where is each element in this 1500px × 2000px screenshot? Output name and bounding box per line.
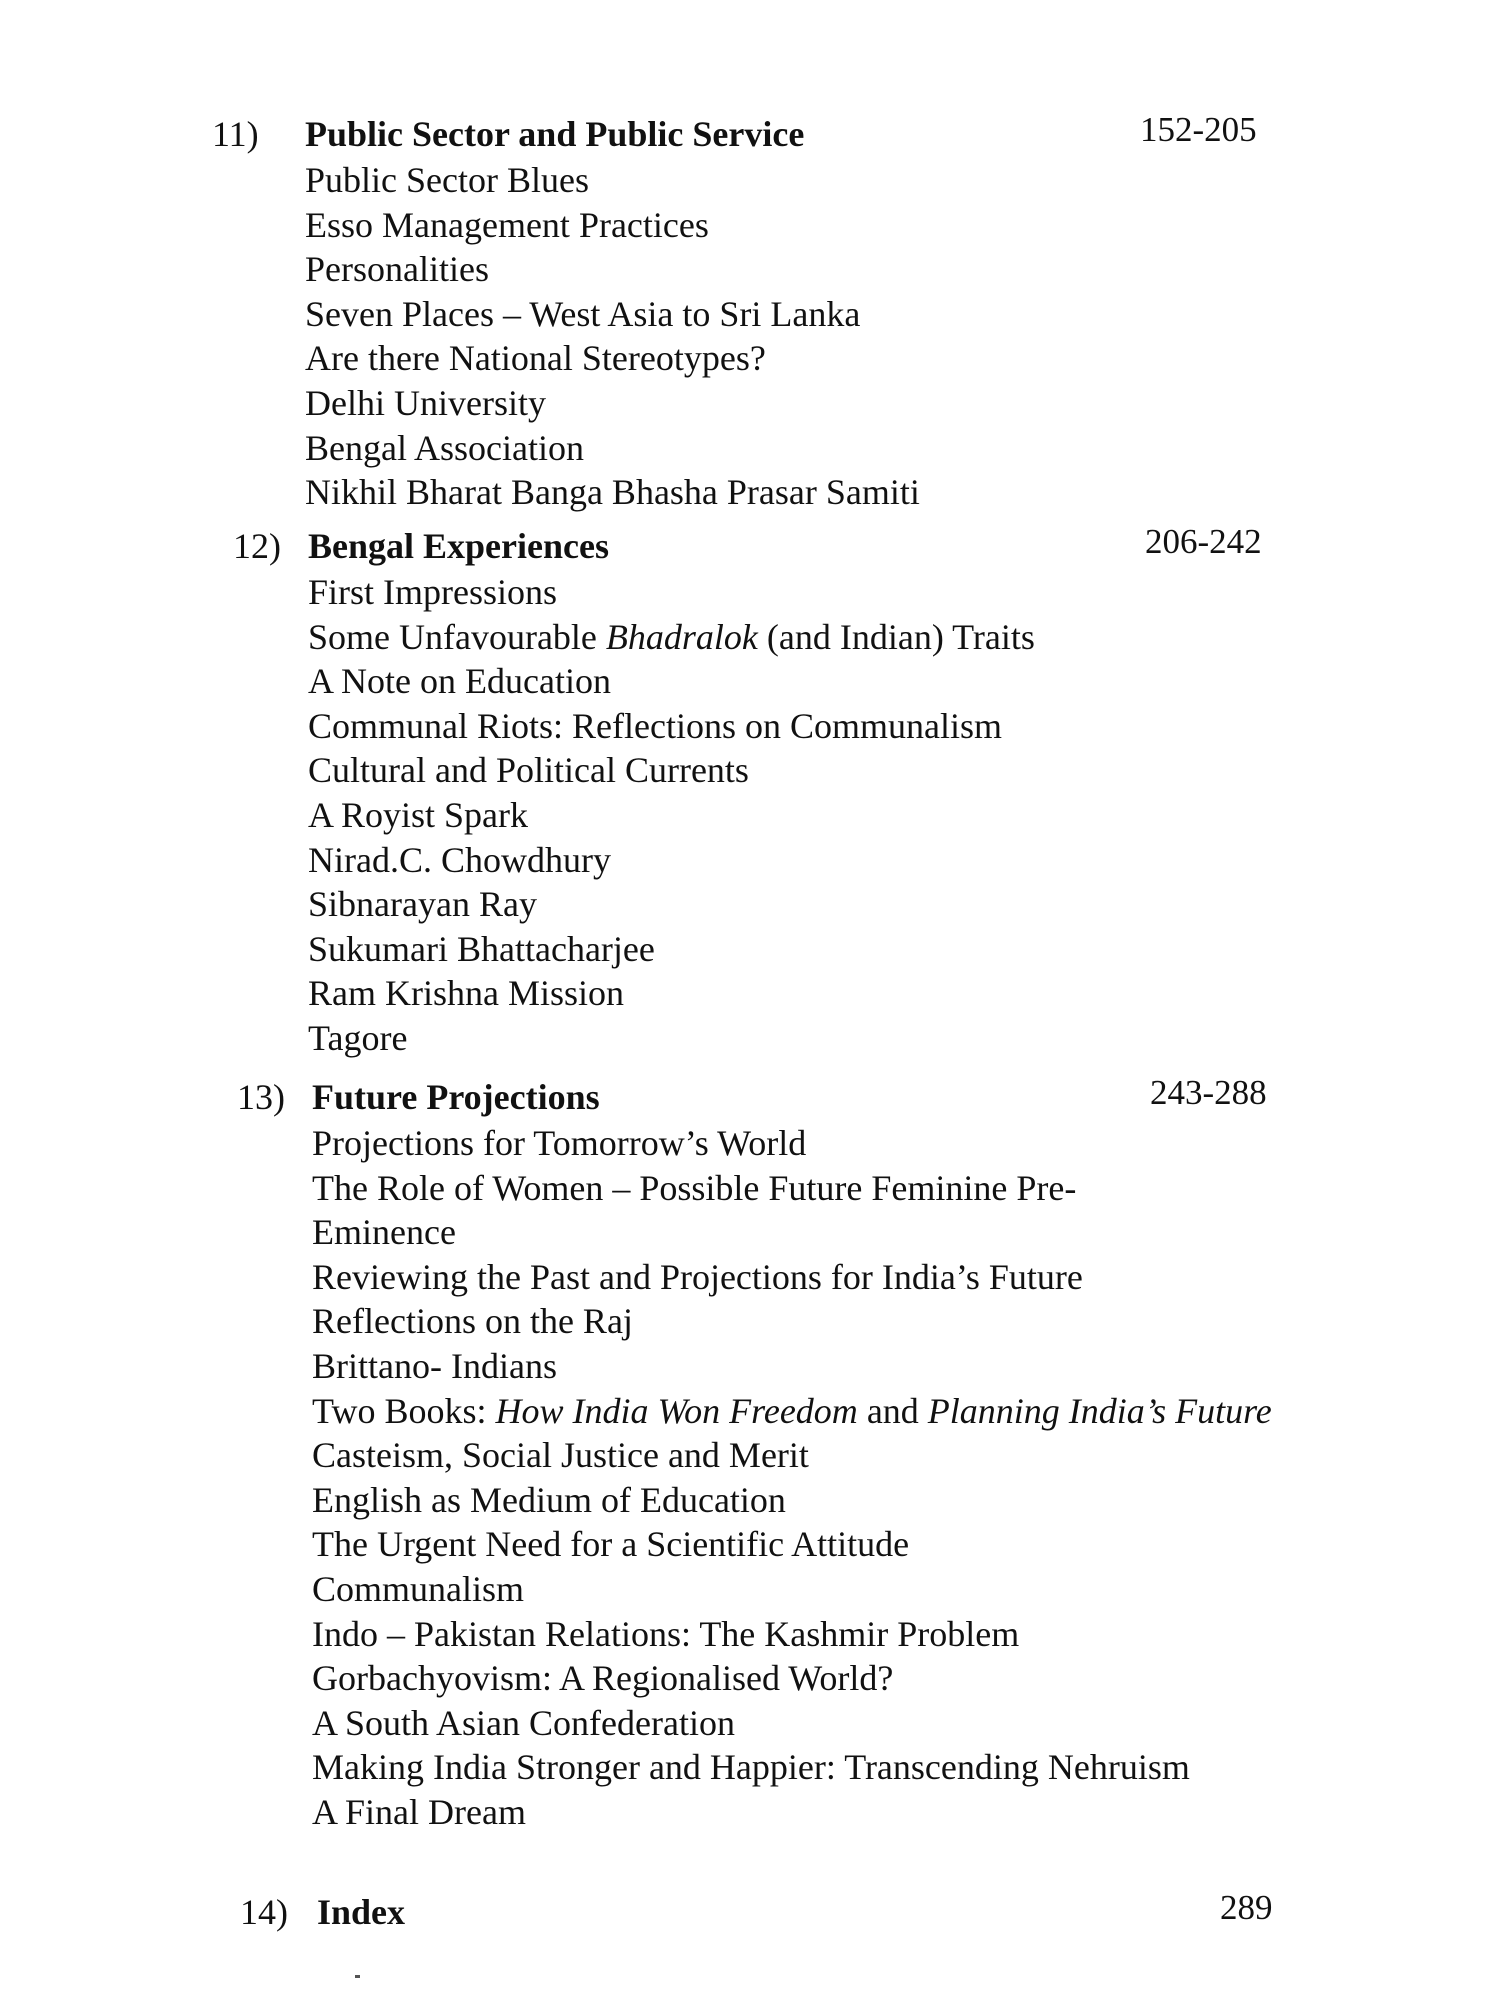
chapter-14 (0, 1888, 1500, 1936)
section-entry[interactable]: Personalities (305, 249, 489, 290)
section-list (312, 1121, 1312, 1835)
section-entry[interactable]: Cultural and Political Currents (308, 750, 749, 791)
section-entry[interactable]: First Impressions (308, 572, 558, 612)
section-entry[interactable]: Esso Management Practices (305, 204, 709, 245)
chapter-number: 12) (233, 526, 281, 566)
section-entry[interactable]: Making India Stronger and Happier: Transcending Nehruism (312, 1747, 1190, 1788)
section-entry[interactable]: Ram Krishna Mission (308, 973, 625, 1014)
chapter-heading (0, 1888, 1500, 1936)
section-list (308, 570, 1308, 1061)
chapter-12 (0, 522, 1500, 1061)
section-entry[interactable]: Casteism, Social Justice and Merit (312, 1435, 809, 1476)
chapter-heading (0, 522, 1500, 570)
chapter-page-range: 243-288 (1150, 1073, 1267, 1112)
section-entry[interactable] (308, 615, 1308, 660)
section-entry[interactable]: Projections for Tomorrow’s World (312, 1123, 807, 1163)
section-entry[interactable]: Seven Places – West Asia to Sri Lanka (305, 293, 861, 334)
chapter-title[interactable]: Future Projections (312, 1077, 600, 1117)
section-entry[interactable]: Brittano- Indians (312, 1345, 557, 1386)
entry-italic-title: How India Won Freedom (495, 1390, 858, 1431)
section-entry[interactable]: Indo – Pakistan Relations: The Kashmir Problem (312, 1613, 1020, 1654)
chapter-heading (0, 110, 1500, 158)
section-entry[interactable]: Public Sector Blues (305, 160, 589, 200)
section-list (305, 158, 1305, 515)
chapter-page-range: 206-242 (1145, 522, 1262, 561)
chapter-title[interactable]: Bengal Experiences (308, 526, 609, 566)
print-speck (355, 1975, 360, 1978)
section-entry[interactable]: Communal Riots: Reflections on Communalism (308, 705, 1002, 746)
chapter-page-range: 152-205 (1140, 110, 1257, 149)
entry-text-start: Two Books: (312, 1390, 496, 1431)
section-entry[interactable] (312, 1389, 1272, 1434)
section-entry[interactable]: The Urgent Need for a Scientific Attitude (312, 1524, 910, 1565)
section-entry[interactable]: Nirad.C. Chowdhury (308, 839, 611, 880)
section-entry[interactable]: The Role of Women – Possible Future Feminine Pre-Eminence (312, 1167, 1077, 1253)
section-entry[interactable]: Reviewing the Past and Projections for India’s Future (312, 1256, 1083, 1297)
chapter-heading (0, 1073, 1500, 1121)
entry-text-end: (and Indian) Traits (757, 616, 1035, 657)
chapter-number: 11) (212, 114, 259, 154)
section-entry[interactable]: A Note on Education (308, 661, 611, 702)
chapter-page-range: 289 (1220, 1888, 1273, 1927)
section-entry[interactable]: A Final Dream (312, 1791, 526, 1832)
section-entry[interactable]: Delhi University (305, 382, 546, 423)
section-entry[interactable]: Communalism (312, 1568, 525, 1609)
chapter-title[interactable]: Index (317, 1892, 406, 1932)
entry-text-start: Some Unfavourable (308, 616, 606, 657)
section-entry[interactable]: Are there National Stereotypes? (305, 338, 766, 379)
section-entry[interactable]: Tagore (308, 1017, 408, 1058)
section-entry[interactable]: English as Medium of Education (312, 1479, 786, 1520)
entry-italic-title: Planning India’s Future (927, 1390, 1272, 1431)
section-entry[interactable]: Sibnarayan Ray (308, 884, 537, 925)
section-entry[interactable]: Reflections on the Raj (312, 1301, 633, 1342)
chapter-title[interactable]: Public Sector and Public Service (305, 114, 805, 154)
chapter-13 (0, 1073, 1500, 1835)
section-entry[interactable]: Sukumari Bhattacharjee (308, 928, 655, 969)
section-entry[interactable]: Nikhil Bharat Banga Bhasha Prasar Samiti (305, 472, 920, 513)
section-entry[interactable]: A Royist Spark (308, 794, 529, 835)
chapter-11 (0, 110, 1500, 515)
entry-italic-term: Bhadralok (605, 616, 758, 657)
chapter-number: 13) (237, 1077, 285, 1117)
section-entry[interactable]: Bengal Association (305, 427, 584, 468)
entry-text-middle: and (857, 1390, 928, 1431)
section-entry[interactable]: Gorbachyovism: A Regionalised World? (312, 1658, 894, 1699)
chapter-number: 14) (240, 1892, 288, 1932)
section-entry[interactable]: A South Asian Confederation (312, 1702, 735, 1743)
